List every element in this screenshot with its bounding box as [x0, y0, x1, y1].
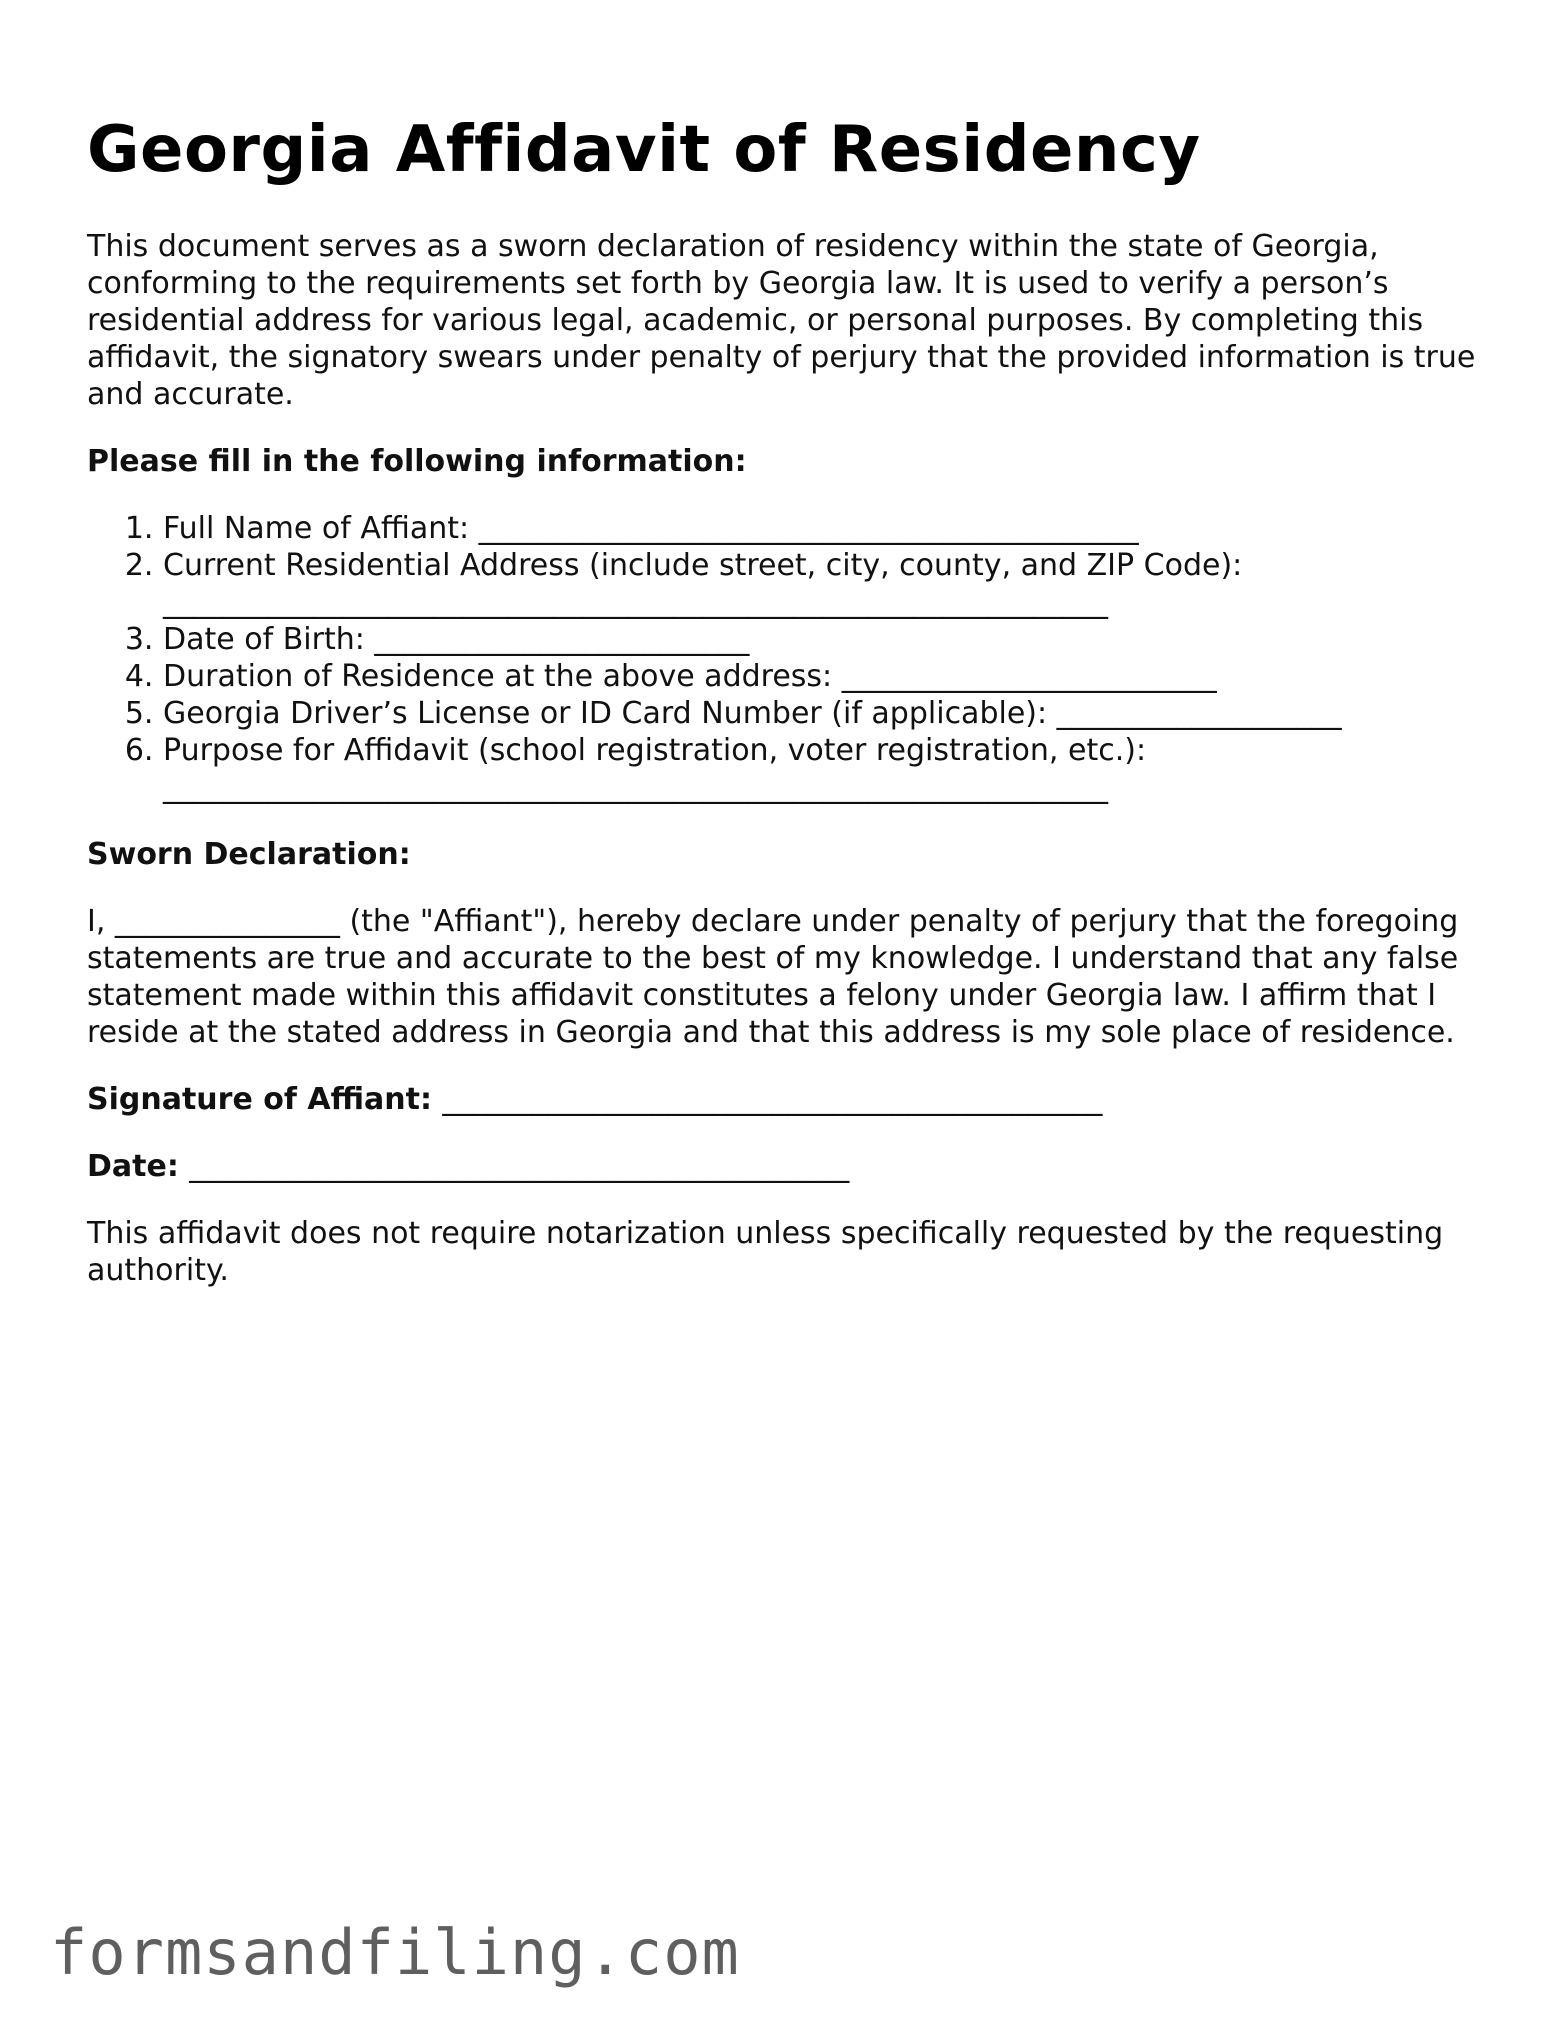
document-page — [87, 100, 1487, 1289]
residential-address-blank[interactable]: _______________________________________________________________ — [163, 585, 1108, 620]
date-label: Date: — [87, 1149, 190, 1184]
date-of-birth-blank[interactable]: _________________________ — [374, 622, 750, 657]
field-label: Purpose for Affidavit (school registration, voter registration, etc.): — [163, 733, 1147, 768]
watermark: formsandfiling.com — [50, 1916, 740, 1989]
notarization-notice: This affidavit does not require notarization unless specifically requested by the requesting authority. — [87, 1216, 1444, 1288]
signature-line — [87, 1081, 1487, 1118]
field-residential-address — [163, 547, 1487, 621]
information-list — [87, 510, 1487, 806]
full-name-blank[interactable]: ____________________________________________ — [478, 511, 1139, 546]
field-label: Georgia Driver’s License or ID Card Number (if applicable): — [163, 696, 1057, 731]
date-line — [87, 1148, 1487, 1185]
declaration-paragraph: I, _______________ (the "Affiant"), hereby declare under penalty of perjury that the foregoing statements are true and accurate to the best of my knowledge. I understand that any false statement made within this affidavit constitutes a felony under Georgia law. I affirm that I reside at the stated address in Georgia and that this address is my sole place of residence. — [87, 904, 1459, 1050]
field-label: Current Residential Address (include street, city, county, and ZIP Code): — [163, 548, 1243, 583]
field-label: Date of Birth: — [163, 622, 375, 657]
fill-in-heading: Please fill in the following information: — [87, 444, 747, 479]
field-license-number — [163, 695, 1487, 732]
signature-blank[interactable]: ____________________________________________ — [442, 1082, 1103, 1117]
duration-of-residence-blank[interactable]: _________________________ — [841, 659, 1217, 694]
field-purpose — [163, 732, 1487, 806]
license-number-blank[interactable]: ___________________ — [1056, 696, 1342, 731]
field-full-name — [163, 510, 1487, 547]
field-duration-of-residence — [163, 658, 1487, 695]
purpose-blank[interactable]: _______________________________________________________________ — [163, 770, 1108, 805]
signature-label: Signature of Affiant: — [87, 1082, 443, 1117]
field-label: Duration of Residence at the above address: — [163, 659, 842, 694]
sworn-declaration-heading: Sworn Declaration: — [87, 837, 411, 872]
document-title: Georgia Affidavit of Residency — [87, 113, 1201, 187]
field-label: Full Name of Affiant: — [163, 511, 479, 546]
date-blank[interactable]: ____________________________________________ — [189, 1149, 850, 1184]
intro-paragraph: This document serves as a sworn declaration of residency within the state of Georgia, conforming to the requirements set forth by Georgia law. It is used to verify a person’s residential address for various legal, academic, or personal purposes. By completing this affidavit, the signatory swears under penalty of perjury that the provided information is true and accurate. — [87, 229, 1476, 412]
field-date-of-birth — [163, 621, 1487, 658]
